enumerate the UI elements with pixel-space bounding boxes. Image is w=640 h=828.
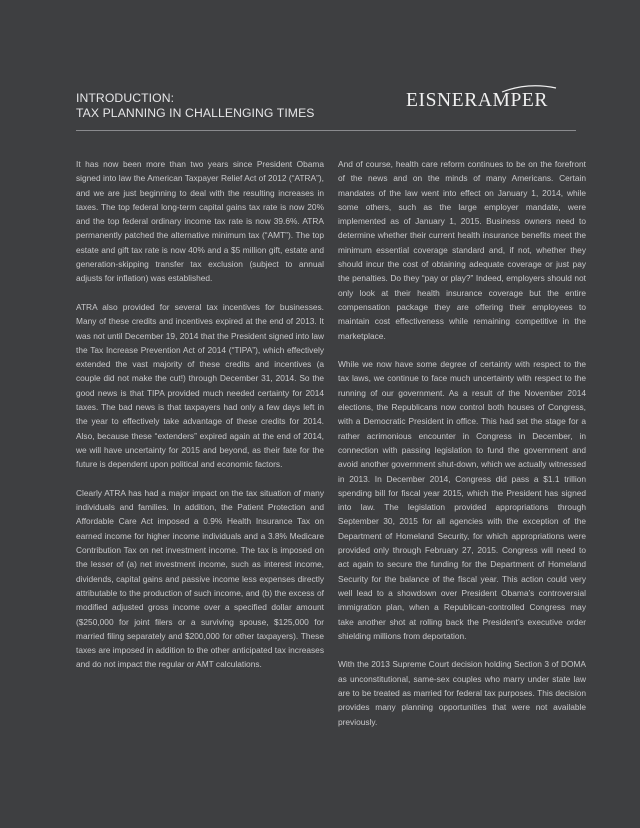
paragraph: It has now been more than two years since President Obama signed into law the American Taxpayer Relief Act of 2012 (“ATRA”), and we are just beginning to deal with the resulting increases in taxes. The top federal long-term capital gains tax rate is now 20% and the top federal ordinary income tax rate is now 39.6%. ATRA permanently patched the alternative minimum tax (“AMT”). The top estate and gift tax rate is now 40% and a $5 million gift, estate and generation-skipping transfer tax exclusion (subject to annual adjusts for inflation) was established. xyxy=(76,159,324,284)
left-column xyxy=(76,157,324,686)
page-title xyxy=(76,91,315,120)
paragraph: And of course, health care reform continues to be on the forefront of the news and on the minds of many Americans. Certain mandates of the law went into effect on January 1, 2014, while some others, such as the large employer mandate, were implemented as of January 1, 2015. Business owners need to determine whether their current health insurance benefits meet the minimum essential coverage standard and, if not, whether they should incur the cost of obtaining adequate coverage or just pay the penalties. Do they “pay or play?” Indeed, employers should not only look at their health insurance coverage but the entire compensation package they are offering their employees to maintain cost effectiveness while remaining competitive in the marketplace. xyxy=(338,159,586,341)
title-line-1: INTRODUCTION: xyxy=(76,91,175,105)
right-column xyxy=(338,157,586,743)
paragraph: Clearly ATRA has had a major impact on the tax situation of many individuals and families. In addition, the Patient Protection and Affordable Care Act imposed a 0.9% Health Insurance Tax on earned income for higher income individuals and a 3.8% Medicare Contribution Tax on net investment income. The tax is imposed on the lesser of (a) net investment income, such as interest income, dividends, capital gains and passive income less expenses directly attributable to the production of such income, and (b) the excess of modified adjusted gross income over a specified dollar amount ($250,000 for joint filers or a surviving spouse, $125,000 for married filing separately and $200,000 for other taxpayers). These taxes are imposed in addition to the other anticipated tax increases and do not impact the regular or AMT calculations. xyxy=(76,487,324,670)
logo-wordmark: EISNERAMPER xyxy=(406,90,549,111)
paragraph: While we now have some degree of certainty with respect to the tax laws, we continue to face much uncertainty with respect to the running of our government. As a result of the November 2014 elections, the Republicans now control both houses of Congress, with a Democratic President in office. This had set the stage for a rather acrimonious encounter in Congress in December, in connection with passing legislation to fund the government and avoid another government shut-down, which we actually witnessed in 2013. In December 2014, Congress did pass a $1.1 trillion spending bill for fiscal year 2015, which the President has signed into law. The legislation provided appropriations through September 30, 2015 for all agencies with the exception of the Department of Homeland Security, for which appropriations were provided only through February 27, 2015. Congress will need to act again to secure the funding for the Department of Homeland Security for the balance of the fiscal year. This action could very well lead to a showdown over President Obama’s controversial immigration plan, when a Republican-controlled Congress may take another shot at rolling back the President’s executive order shielding millions from deportation. xyxy=(338,359,586,641)
paragraph: ATRA also provided for several tax incentives for businesses. Many of these credits and incentives expired at the end of 2013. It was not until December 19, 2014 that the President signed into law the Tax Increase Prevention Act of 2014 (“TIPA”), which effectively extended the vast majority of these credits and incentives (a couple did not make the cut!) through December 31, 2014. So the good news is that TIPA provided much needed certainty for 2014 taxes. The bad news is that taxpayers had only a few days left in the year to effectively take advantage of these credits for 2014. Also, because these “extenders” expired again at the end of 2014, we will have uncertainty for 2015 and beyond, as their fate for the future is dependent upon political and economic factors. xyxy=(76,301,324,470)
paragraph: With the 2013 Supreme Court decision holding Section 3 of DOMA as unconstitutional, same-sex couples who marry under state law are to be treated as married for federal tax purposes. This decision provides many planning opportunities that were not available previously. xyxy=(338,659,586,727)
header-divider xyxy=(76,130,576,131)
title-line-2: TAX PLANNING IN CHALLENGING TIMES xyxy=(76,105,315,120)
eisneramper-logo xyxy=(406,82,570,116)
